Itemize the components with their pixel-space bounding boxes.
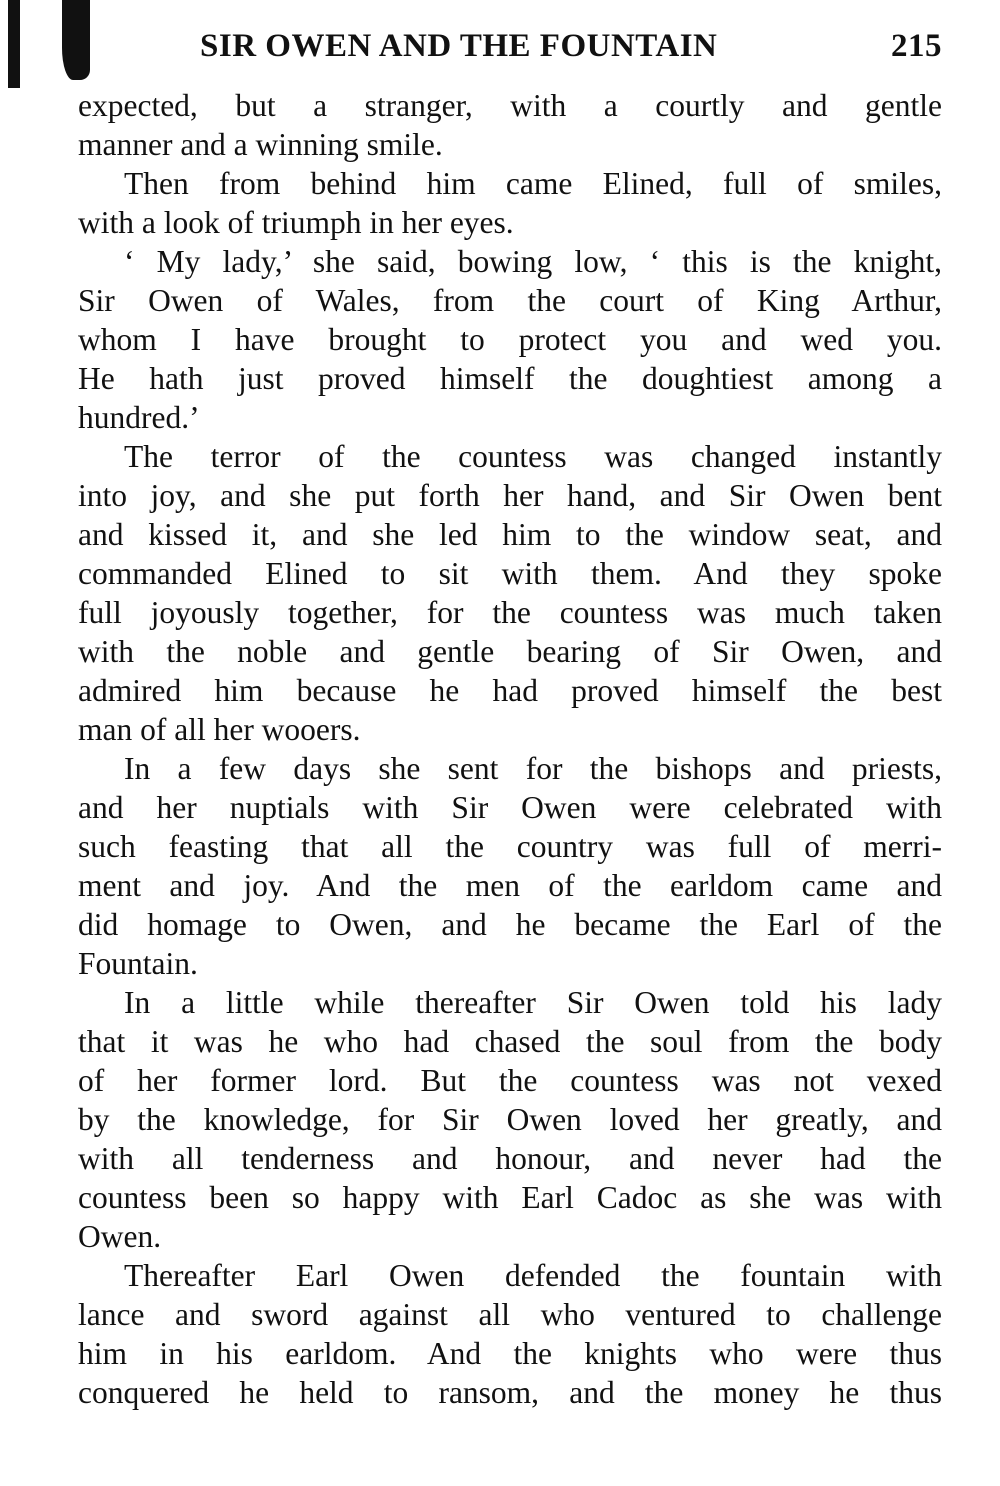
text-line: hundred.’ — [78, 400, 200, 435]
text-line: by the knowledge, for Sir Owen loved her greatly, and — [78, 1102, 942, 1137]
body-text — [78, 86, 942, 1412]
paragraph — [78, 749, 942, 983]
text-line: whom I have brought to protect you and wed you. — [78, 322, 942, 357]
text-line: conquered he held to ransom, and the money he thus — [78, 1375, 942, 1410]
paragraph — [78, 1256, 942, 1412]
text-line: man of all her wooers. — [78, 712, 361, 747]
text-line: such feasting that all the country was full of merri- — [78, 829, 942, 864]
chapter-title: SIR OWEN AND THE FOUNTAIN — [200, 28, 718, 64]
text-line: admired him because he had proved himself the best — [78, 673, 942, 708]
text-line: and kissed it, and she led him to the window seat, and — [78, 517, 942, 552]
text-line: with the noble and gentle bearing of Sir Owen, and — [78, 634, 942, 669]
text-line: that it was he who had chased the soul from the body — [78, 1024, 942, 1059]
text-line: manner and a winning smile. — [78, 127, 443, 162]
text-line: Sir Owen of Wales, from the court of King Arthur, — [78, 283, 942, 318]
text-line: He hath just proved himself the doughtiest among a — [78, 361, 942, 396]
binding-ink-blot — [62, 0, 90, 80]
text-line: The terror of the countess was changed instantly — [124, 439, 942, 474]
text-line: did homage to Owen, and he became the Earl of the — [78, 907, 942, 942]
running-head — [200, 28, 942, 72]
text-line: Then from behind him came Elined, full of smiles, — [124, 166, 942, 201]
text-line: expected, but a stranger, with a courtly and gentle — [78, 88, 942, 123]
text-line: and her nuptials with Sir Owen were celebrated with — [78, 790, 942, 825]
text-line: countess been so happy with Earl Cadoc as she was with — [78, 1180, 942, 1215]
paragraph — [78, 983, 942, 1256]
text-line: full joyously together, for the countess was much taken — [78, 595, 942, 630]
text-line: with all tenderness and honour, and never had the — [78, 1141, 942, 1176]
text-line: ‘ My lady,’ she said, bowing low, ‘ this is the knight, — [124, 244, 942, 279]
paragraph — [78, 164, 942, 242]
text-line: Owen. — [78, 1219, 162, 1254]
paragraph — [78, 86, 942, 164]
text-line: In a little while thereafter Sir Owen told his lady — [124, 985, 942, 1020]
binding-edge-mark — [8, 0, 20, 88]
text-line: In a few days she sent for the bishops and priests, — [124, 751, 942, 786]
text-line: with a look of triumph in her eyes. — [78, 205, 514, 240]
text-line: of her former lord. But the countess was not vexed — [78, 1063, 942, 1098]
paragraph — [78, 242, 942, 437]
text-line: commanded Elined to sit with them. And they spoke — [78, 556, 942, 591]
text-line: into joy, and she put forth her hand, and Sir Owen bent — [78, 478, 942, 513]
text-line: ment and joy. And the men of the earldom came and — [78, 868, 942, 903]
text-line: Fountain. — [78, 946, 198, 981]
text-line: him in his earldom. And the knights who were thus — [78, 1336, 942, 1371]
paragraph — [78, 437, 942, 749]
text-line: lance and sword against all who ventured to challenge — [78, 1297, 942, 1332]
page-number: 215 — [891, 28, 942, 64]
text-line: Thereafter Earl Owen defended the fountain with — [124, 1258, 942, 1293]
